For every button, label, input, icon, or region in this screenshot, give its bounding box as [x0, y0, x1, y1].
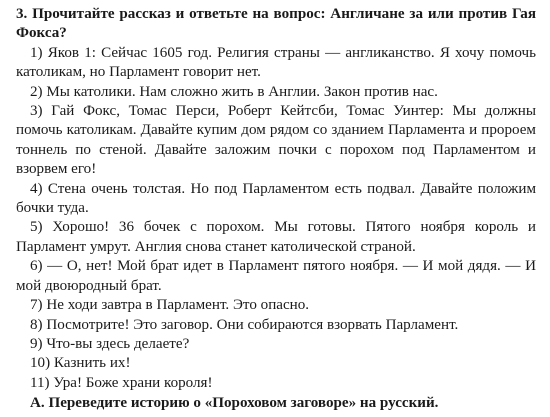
story-paragraph-6: 6) — О, нет! Мой брат идет в Парламент пятого ноября. — И мой дядя. — И мой двоюродный брат. — [16, 258, 536, 294]
task-a-instruction: А. Переведите историю о «Пороховом заговоре» на русский. — [30, 395, 439, 412]
story-paragraph-8: 8) Посмотрите! Это заговор. Они собираются взорвать Парламент. — [30, 316, 459, 333]
exercise-heading: 3. Прочитайте рассказ и ответьте на вопрос: Англичане за или против Гая Фокса? — [16, 6, 536, 42]
story-paragraph-10: 10) Казнить их! — [30, 355, 131, 372]
story-paragraph-4: 4) Стена очень толстая. Но под Парламентом есть подвал. Давайте положим бочки туда. — [16, 180, 536, 217]
story-paragraph-11: 11) Ура! Боже храни короля! — [30, 374, 213, 391]
story-paragraph-5: 5) Хорошо! 36 бочек с порохом. Мы готовы. Пятого ноября король и Парламент умрут. Англия снова станет католической страной. — [16, 219, 536, 255]
story-paragraph-1: 1) Яков 1: Сейчас 1605 год. Религия страны — англиканство. Я хочу помочь католикам, но Парламент говорит нет. — [16, 44, 536, 81]
story-paragraph-3: 3) Гай Фокс, Томас Перси, Роберт Кейтсби, Томас Уинтер: Мы должны помочь католикам. Давайте купим дом рядом со зданием Парламента и пророем тоннель по стеной. Давайте заложим почки с порохом под Парламентом и взорвем его! — [16, 103, 536, 178]
story-paragraph-9: 9) Что-вы здесь делаете? — [30, 335, 190, 352]
story-paragraph-2: 2) Мы католики. Нам сложно жить в Англии. Закон против нас. — [30, 83, 438, 100]
story-paragraph-7: 7) Не ходи завтра в Парламент. Это опасно. — [30, 297, 310, 314]
textbook-page — [16, 5, 536, 414]
